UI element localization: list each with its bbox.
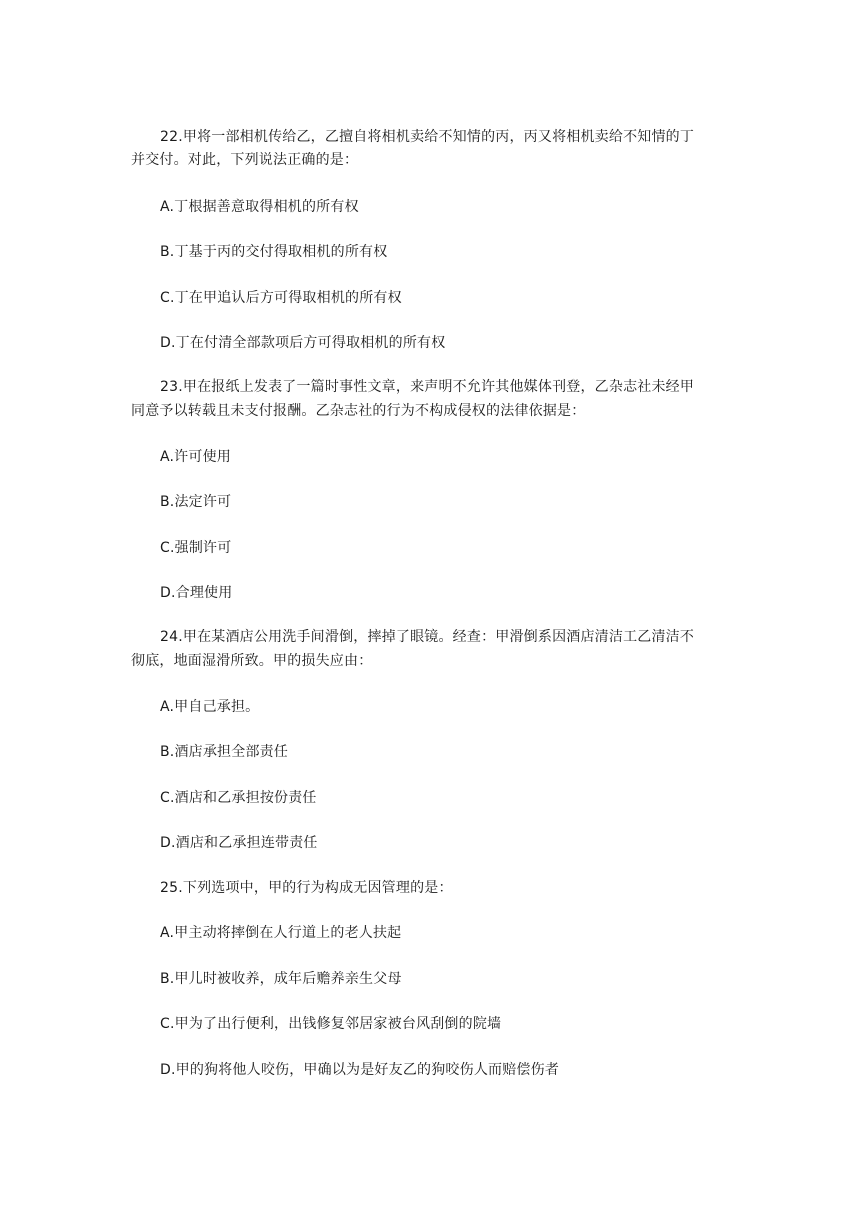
- question-23-stem-line-2: 同意予以转载且未支付报酬。乙杂志社的行为不构成侵权的法律依据是：: [131, 403, 586, 419]
- question-23-stem-line-1: 23.甲在报纸上发表了一篇时事性文章，来声明不允许其他媒体刊登，乙杂志社未经甲: [160, 379, 695, 395]
- question-24-stem-line-1: 24.甲在某酒店公用洗手间滑倒，摔掉了眼镜。经查：甲滑倒系因酒店清洁工乙清洁不: [160, 629, 695, 645]
- question-23-option-a: A.许可使用: [160, 449, 231, 465]
- question-24-option-d: D.酒店和乙承担连带责任: [160, 835, 318, 851]
- question-22-stem-line-1: 22.甲将一部相机传给乙，乙擅自将相机卖给不知情的丙，丙又将相机卖给不知情的丁: [160, 129, 695, 145]
- question-24-option-a: A.甲自己承担。: [160, 699, 260, 715]
- question-22-option-b: B.丁基于丙的交付得取相机的所有权: [160, 244, 388, 260]
- question-22-stem-line-2: 并交付。对此，下列说法正确的是：: [131, 152, 359, 168]
- question-25-stem-line-1: 25.下列选项中，甲的行为构成无因管理的是：: [160, 880, 453, 896]
- question-25-option-c: C.甲为了出行便利，出钱修复邻居家被台风刮倒的院墙: [160, 1016, 502, 1032]
- question-22-option-c: C.丁在甲追认后方可得取相机的所有权: [160, 290, 402, 306]
- question-23-option-c: C.强制许可: [160, 540, 232, 556]
- question-25-option-d: D.甲的狗将他人咬伤，甲确以为是好友乙的狗咬伤人而赔偿伤者: [160, 1062, 560, 1078]
- question-25-option-b: B.甲儿时被收养，成年后赡养亲生父母: [160, 971, 402, 987]
- question-24-option-c: C.酒店和乙承担按份责任: [160, 790, 317, 806]
- question-24-stem-line-2: 彻底，地面湿滑所致。甲的损失应由：: [131, 653, 373, 669]
- question-25-option-a: A.甲主动将摔倒在人行道上的老人扶起: [160, 925, 402, 941]
- question-23-option-b: B.法定许可: [160, 494, 232, 510]
- question-24-option-b: B.酒店承担全部责任: [160, 744, 289, 760]
- question-22-option-a: A.丁根据善意取得相机的所有权: [160, 199, 359, 215]
- question-23-option-d: D.合理使用: [160, 585, 233, 601]
- question-22-option-d: D.丁在付清全部款项后方可得取相机的所有权: [160, 335, 446, 351]
